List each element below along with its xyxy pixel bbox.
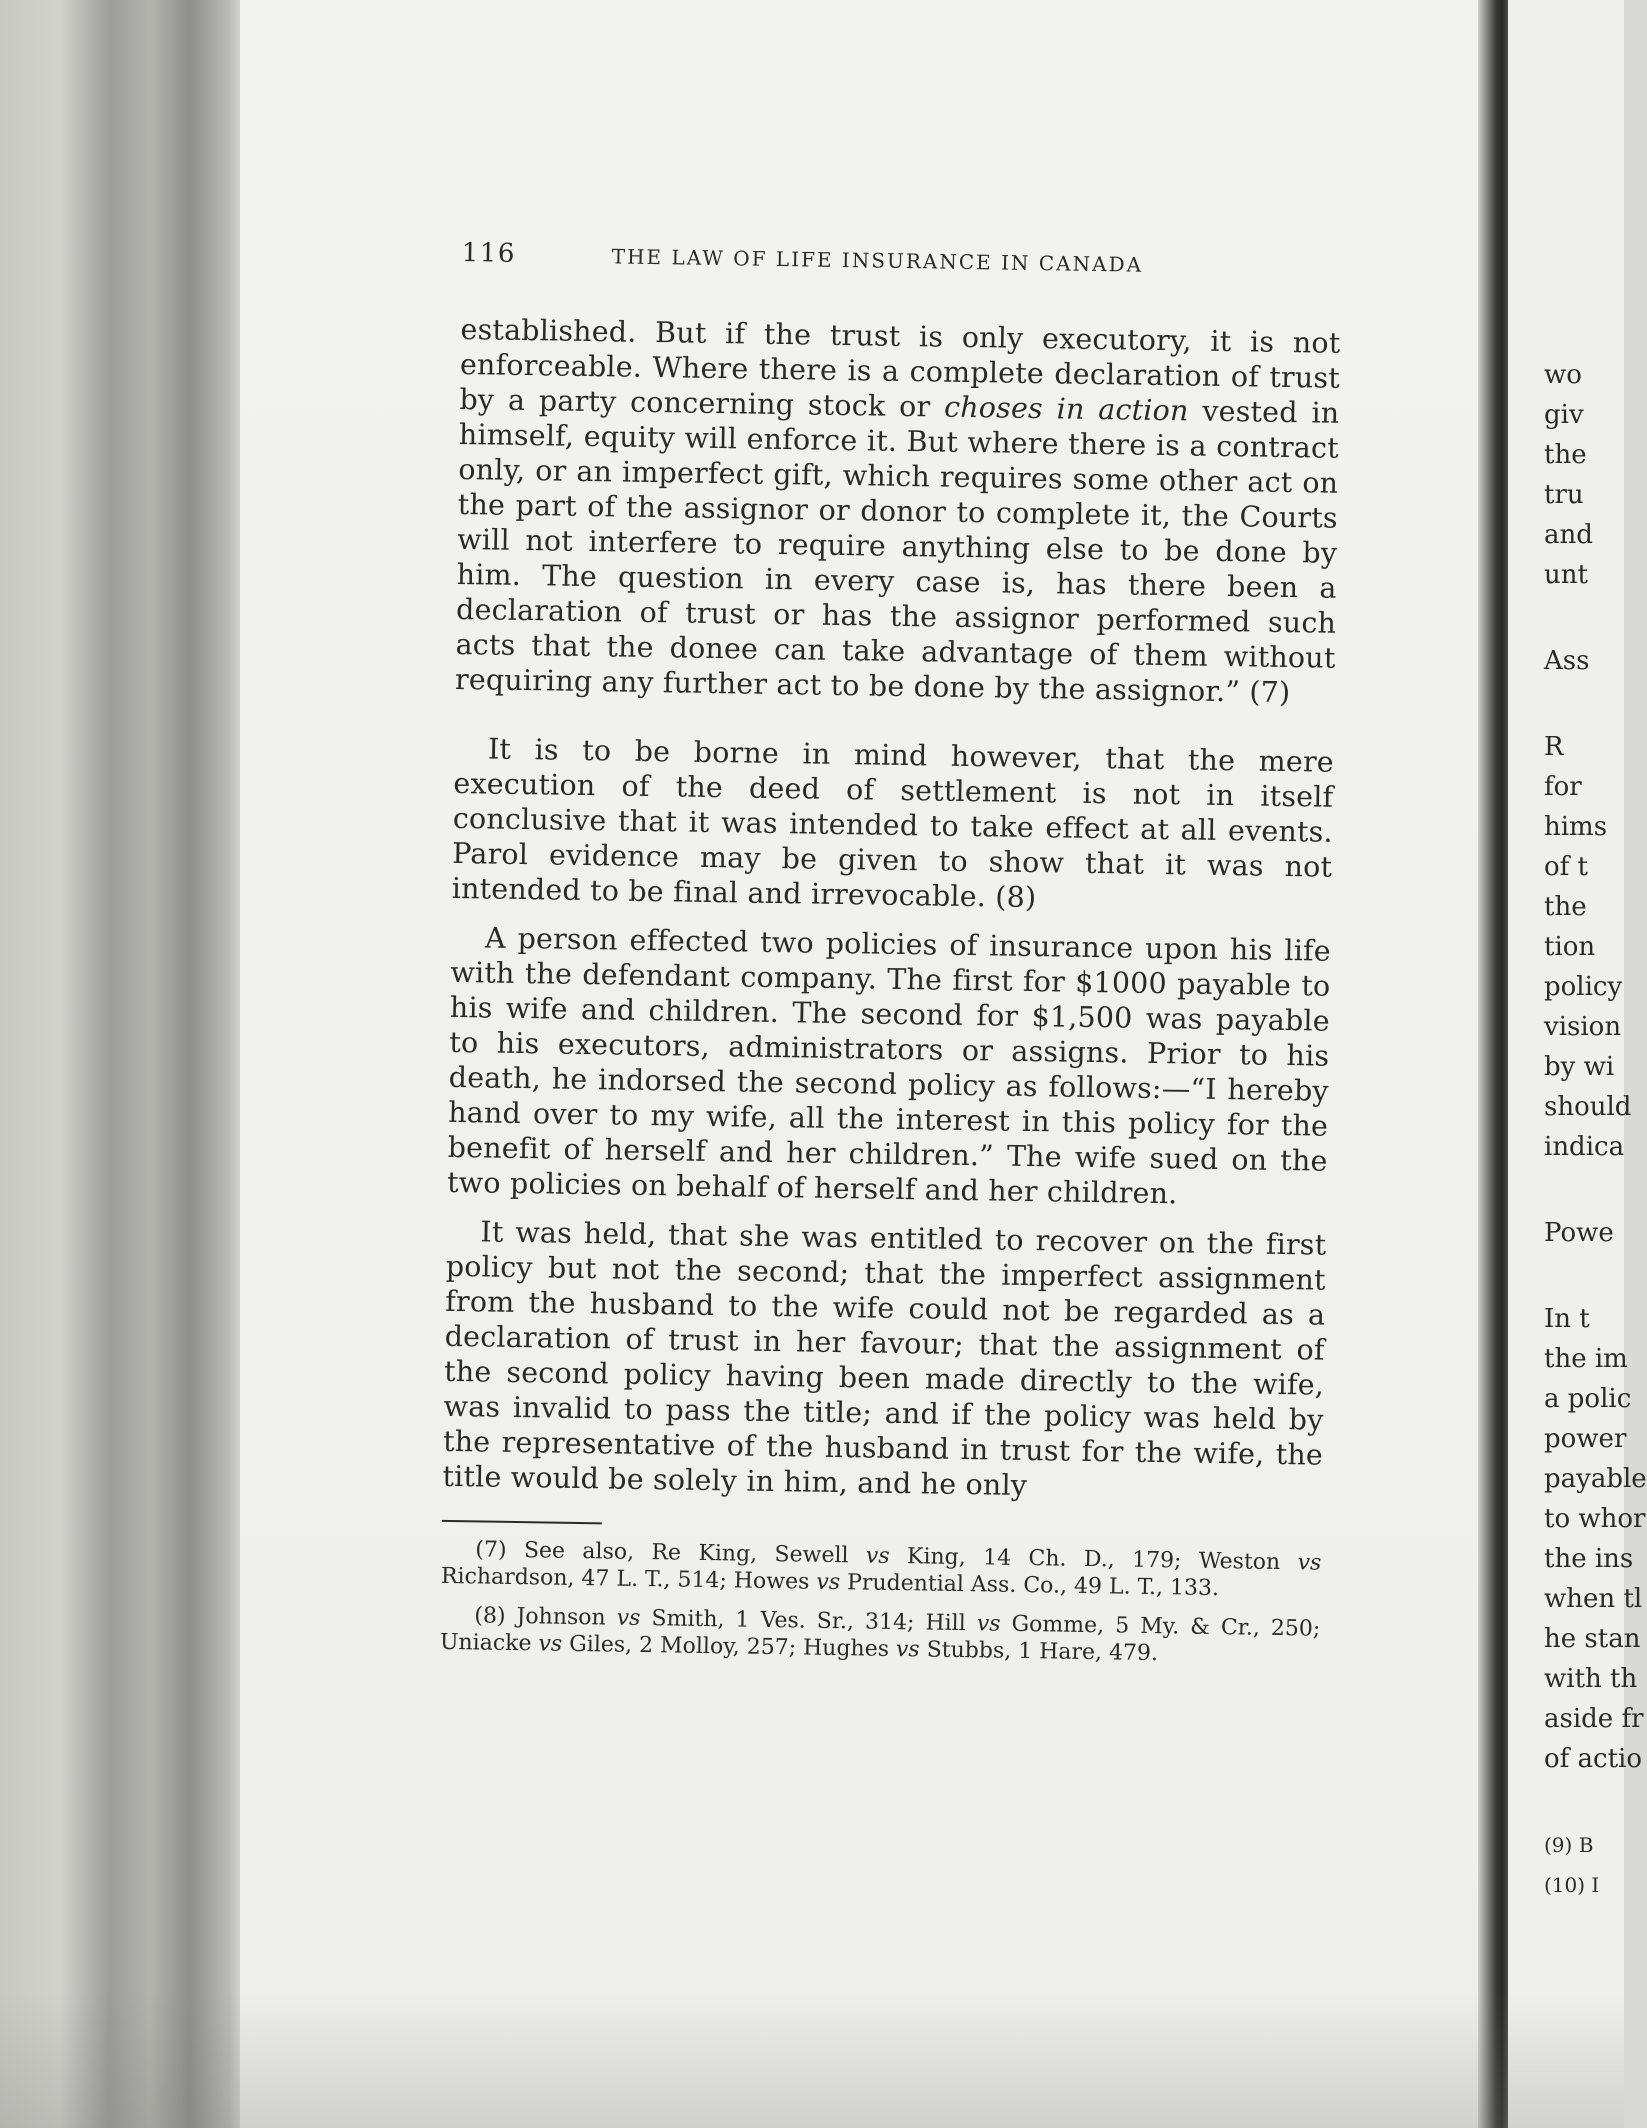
bottom-shadow [0,1990,1624,2128]
paragraph: established. But if the trust is only executory, it is not enforceable. Where there is a complete declaration of trust by a party concerning stock or choses in action vested in himself, equity will enforce it. But where there is a contract only, or an imperfect gift, which requires some other act on the part of the assignor or donor to complete it, the Courts will not interfere to require anything else to be done by him. The question in every case is, has there been a declaration of trust or has the assignor performed such acts that the donee can take advantage of them without requiring any further act to be done by the assignor.” (7) [454,312,1341,710]
page-edge-left [0,0,250,2128]
footnotes [440,1536,1322,1670]
facing-page-fragments: wo giv the tru and unt Ass R for hims of t the tion policy vision by wi should indica Powe In t the im a polic power payable to whor the ins when tl he stan with th aside fr of actio (9) B (10) I [1544,360,1647,1897]
italic-term: choses in action [943,390,1189,428]
facing-heading: Powe [1544,1218,1614,1248]
paragraph: A person effected two policies of insurance upon his life with the defendant company. The first for $1000 payable to his wife and children. The second for $1,500 was payable to his executors, administrators or assigns. Prior to his death, he indorsed the second policy as follows:—“I hereby hand over to my wife, all the interest in this policy for the benefit of herself and her children.” The wife sued on the two policies on behalf of herself and her children. [446,921,1332,1211]
footnote-rule [442,1520,602,1525]
running-title: THE LAW OF LIFE INSURANCE IN CANADA [611,244,1144,277]
body-text [442,312,1340,1508]
facing-heading: Ass [1544,646,1590,676]
page-number: 116 [461,238,517,269]
paragraph: It is to be borne in mind however, that the mere execution of the deed of settlement is not in itself conclusive that it was intended to take effect at all events. Parol evidence may be given to show that it was not intended to be final and irrevocable. (8) [451,732,1335,915]
footnote-8: (8) Johnson vs Smith, 1 Ves. Sr., 314; Hill vs Gomme, 5 My. & Cr., 250; Uniacke vs Giles, 2 Molloy, 257; Hughes vs Stubbs, 1 Hare, 479. [439,1603,1321,1667]
paragraph: It was held, that she was entitled to recover on the first policy but not the second; that the imperfect assignment from the husband to the wife could not be regarded as a declaration of trust in her favour; that the assignment of the second policy having been made directly to the wife, was invalid to pass the title; and if the policy was held by the representative of the husband in trust for the wife, the title would be solely in him, and he only [442,1215,1327,1503]
page-content [440,238,1342,1682]
footnote-7: (7) See also, Re King, Sewell vs King, 14 Ch. D., 179; Weston vs Richardson, 47 L. T., 514; Howes vs Prudential Ass. Co., 49 L. T., 133. [440,1537,1322,1602]
